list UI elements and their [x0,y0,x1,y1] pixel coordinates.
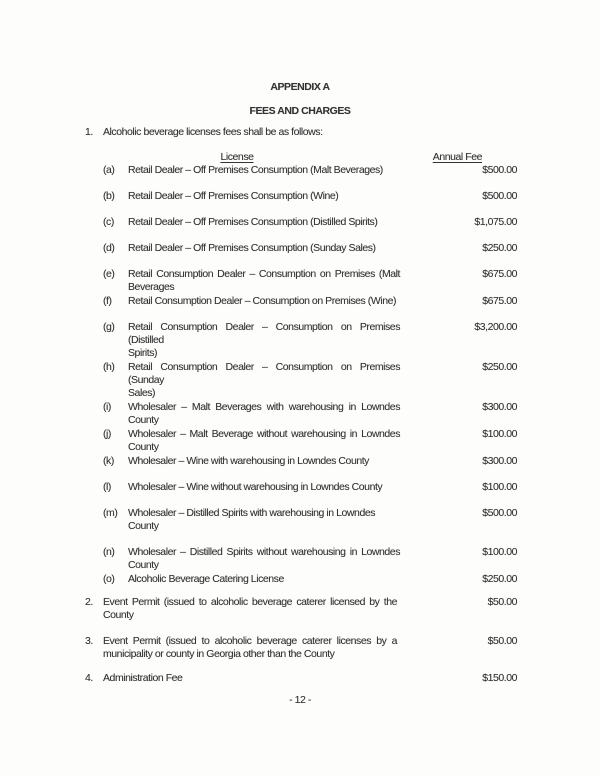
fee-table-row [103,455,517,468]
fee-table-row [103,164,517,177]
annual-fee-value: $500.00 [482,507,517,519]
intro-item [85,126,517,139]
annual-fee-value: $500.00 [482,190,517,202]
section-title: FEES AND CHARGES [249,105,351,117]
fee-table-row [103,361,517,400]
license-line: Retail Dealer – Off Premises Consumption (Wine) [128,190,339,202]
fee-table-row [103,295,517,308]
annual-fee-column-header-cell [400,151,517,164]
item-text [103,635,397,661]
annual-fee-value: $100.00 [482,481,517,493]
license-line: Wholesaler – Malt Beverages with warehousing in Lowndes [128,401,400,413]
annual-fee-value: $100.00 [482,428,517,440]
numbered-fee-item [85,635,517,661]
annual-fee-value: $300.00 [482,455,517,467]
license-line: municipality or county in Georgia other than the County [103,648,335,660]
annual-fee-value: $100.00 [482,546,517,558]
row-label: (j) [103,428,111,440]
license-line: County [128,414,159,426]
license-line: Event Permit (issued to alcoholic beverage caterer licensed by the [103,596,397,608]
license-name [128,455,400,468]
fee-table-row [103,573,517,586]
license-name [128,546,400,572]
license-name [128,190,400,203]
page-number: - 12 - [289,694,311,706]
license-line: Wholesaler – Distilled Spirits with warehousing in Lowndes County [128,507,376,532]
license-line: Alcoholic Beverage Catering License [128,573,284,585]
fee-table-row [103,546,517,572]
license-column-header-cell [128,151,400,164]
row-label: (o) [103,573,115,585]
annual-fee-value: $250.00 [482,242,517,254]
license-line: Wholesaler – Wine with warehousing in Lowndes County [128,455,369,467]
license-line: Wholesaler – Wine without warehousing in Lowndes County [128,481,383,493]
row-label: (n) [103,546,115,558]
item-number: 4. [85,672,93,684]
row-label: (g) [103,321,115,333]
table-header [103,151,517,164]
license-name [128,573,400,586]
license-line: Retail Consumption Dealer – Consumption on Premises (Distilled [128,321,400,346]
row-label: (i) [103,401,111,413]
row-label: (c) [103,216,114,228]
license-name [128,242,400,255]
license-name [128,295,400,308]
fee-table-row [103,481,517,494]
license-line: Beverages [128,281,175,293]
intro-text: Alcoholic beverage licenses fees shall be as follows: [103,126,323,138]
fees-table [0,164,600,586]
license-line: Event Permit (issued to alcoholic beverage caterer licenses by a [103,635,397,647]
license-name [128,428,400,454]
item-number: 1. [85,126,93,138]
license-name [128,401,400,427]
license-line: County [128,559,159,571]
license-name [128,321,400,360]
annual-fee-value: $50.00 [487,635,517,647]
fee-table-row [103,216,517,229]
annual-fee-value: $675.00 [482,268,517,280]
license-name [128,361,400,400]
license-line: Sales) [128,387,156,399]
license-line: Retail Dealer – Off Premises Consumption (Sunday Sales) [128,242,376,254]
item-number: 2. [85,596,93,608]
row-label: (l) [103,481,111,493]
license-line: Wholesaler – Distilled Spirits without warehousing in Lowndes [128,546,400,558]
annual-fee-value: $1,075.00 [474,216,517,228]
license-line: County [128,441,159,453]
license-line: Retail Dealer – Off Premises Consumption (Malt Beverages) [128,164,383,176]
license-line: Wholesaler – Malt Beverage without warehousing in Lowndes [128,428,400,440]
fee-table-row [103,268,517,294]
row-label: (a) [103,164,115,176]
license-line: Spirits) [128,347,158,359]
fee-table-row [103,507,517,533]
annual-fee-value: $675.00 [482,295,517,307]
numbered-fee-item [85,672,517,685]
annual-fee-value: $3,200.00 [474,321,517,333]
license-column-header: License [220,151,254,163]
fee-table-row [103,190,517,203]
item-text [103,596,397,622]
annual-fee-value: $300.00 [482,401,517,413]
annual-fee-value: $50.00 [487,596,517,608]
fee-table-row [103,242,517,255]
fee-table-row [103,321,517,360]
row-label: (f) [103,295,112,307]
row-label: (d) [103,242,115,254]
license-name [128,164,400,177]
row-label: (m) [103,507,118,519]
license-name [128,481,400,494]
row-label: (e) [103,268,115,280]
row-label: (b) [103,190,115,202]
annual-fee-value: $150.00 [482,672,517,684]
license-line: Retail Consumption Dealer – Consumption on Premises (Sunday [128,361,400,386]
item-number: 3. [85,635,93,647]
license-line: Retail Consumption Dealer – Consumption on Premises (Malt [128,268,400,280]
page-title: APPENDIX A [270,81,330,93]
annual-fee-value: $250.00 [482,361,517,373]
license-name [128,507,400,533]
annual-fee-value: $250.00 [482,573,517,585]
annual-fee-value: $500.00 [482,164,517,176]
row-label: (h) [103,361,115,373]
license-line: Retail Consumption Dealer – Consumption on Premises (Wine) [128,295,397,307]
license-name [128,268,400,294]
numbered-fee-item [85,596,517,622]
numbered-fee-items [0,596,600,685]
fee-table-row [103,401,517,427]
fee-table-row [103,428,517,454]
license-line: Administration Fee [103,672,183,684]
license-line: Retail Dealer – Off Premises Consumption (Distilled Spirits) [128,216,378,228]
annual-fee-column-header: Annual Fee [432,151,482,163]
license-line: County [103,609,134,621]
license-name [128,216,400,229]
row-label: (k) [103,455,114,467]
item-text [103,672,397,685]
